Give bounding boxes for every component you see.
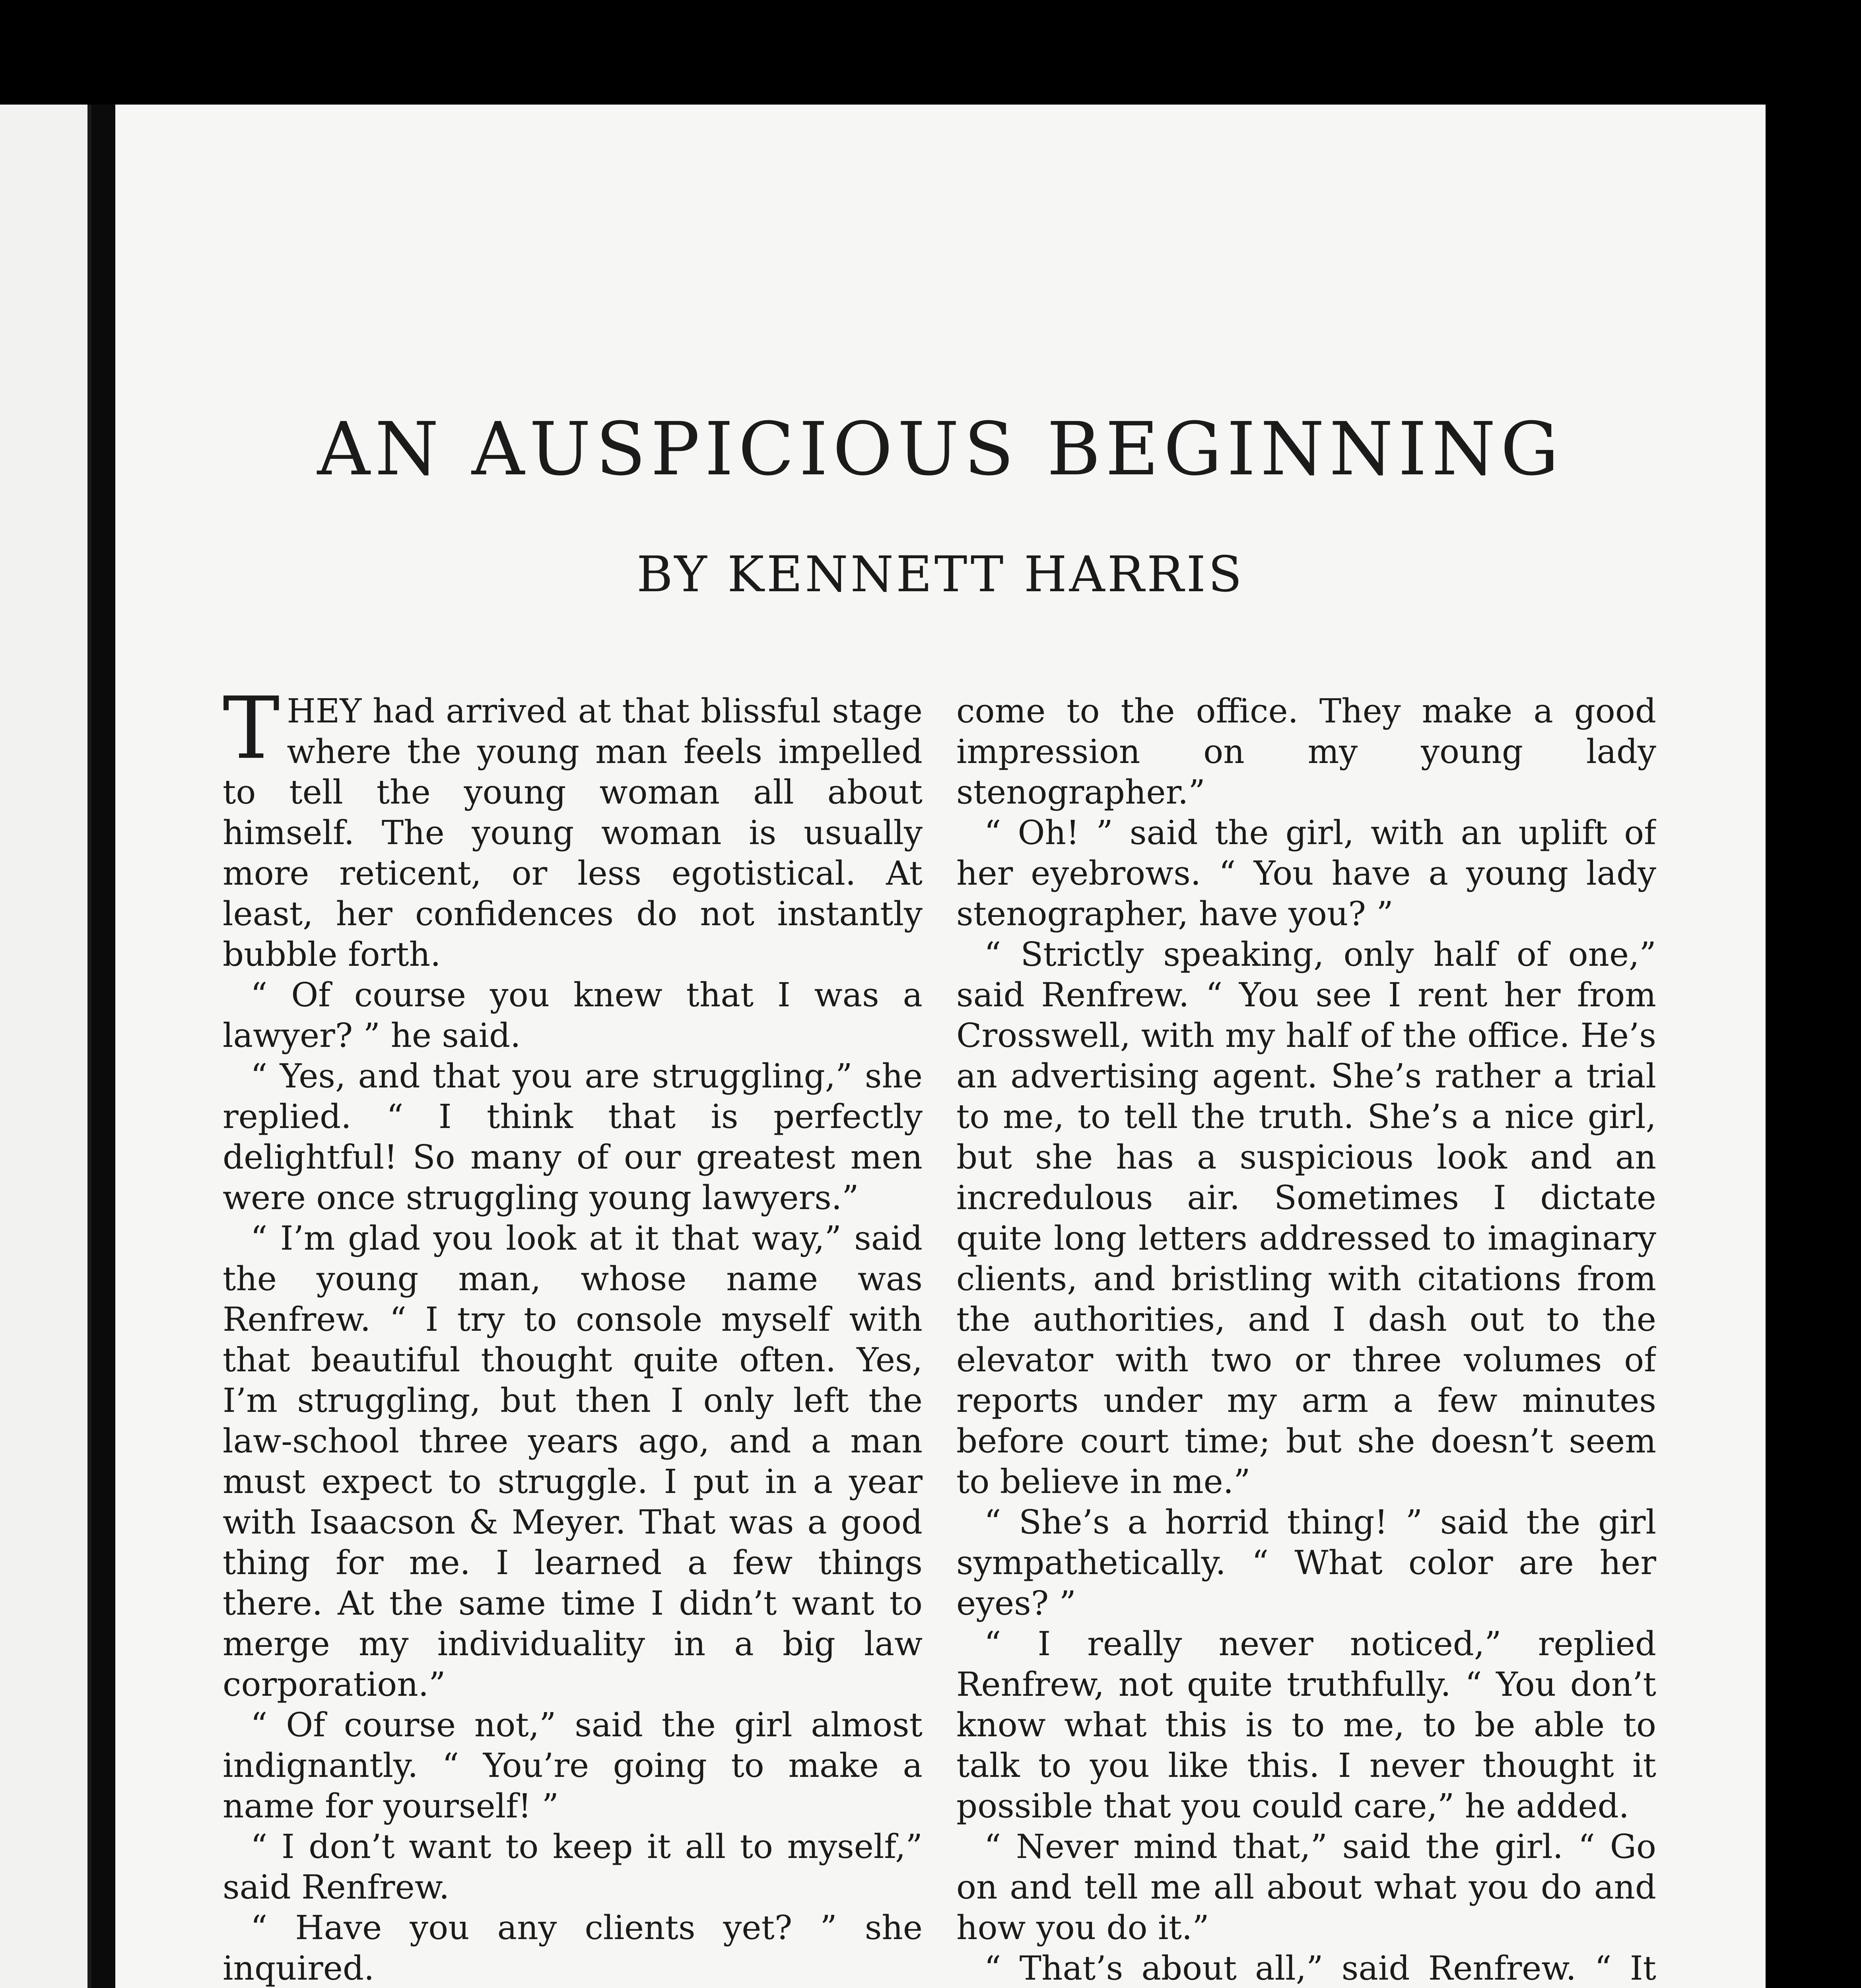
- magazine-page: [115, 105, 1766, 1988]
- article-byline: BY KENNETT HARRIS: [636, 546, 1245, 603]
- paragraph: “ I don’t want to keep it all to myself,” said Renfrew.: [223, 1827, 923, 1906]
- book-gutter: [91, 105, 115, 1988]
- paragraph: “ I really never noticed,” replied Renfrew, not quite truthfully. “ You don’t know what this is to me, to be able to talk to you like this. I never thought it possible that you could care,” he added.: [956, 1625, 1656, 1825]
- paragraph: “ I’m glad you look at it that way,” said the young man, whose name was Renfrew. “ I try to console myself with that beautiful thought quite often. Yes, I’m struggling, but then I only left the law-school three years ago, and a man must expect to struggle. I put in a year with Isaacson & Meyer. That was a good thing for me. I learned a few things there. At the same time I didn’t want to merge my individuality in a big law corporation.”: [223, 1219, 923, 1704]
- paragraph: come to the office. They make a good impression on my young lady stenographer.”: [956, 692, 1656, 812]
- text-column-right: [956, 691, 1656, 1988]
- paragraph: [223, 691, 923, 975]
- paragraph: “ Oh! ” said the girl, with an uplift of her eyebrows. “ You have a young lady stenographer, have you? ”: [956, 813, 1656, 933]
- text-column-left: [223, 691, 923, 1988]
- paragraph: “ Of course not,” said the girl almost indignantly. “ You’re going to make a name for yourself! ”: [223, 1706, 923, 1825]
- paragraph: “ Strictly speaking, only half of one,” said Renfrew. “ You see I rent her from Crosswell, with my half of the office. He’s an advertising agent. She’s rather a trial to me, to tell the truth. She’s a nice girl, but she has a suspicious look and an incredulous air. Sometimes I dictate quite long letters addressed to imaginary clients, and bristling with citations from the authorities, and I dash out to the elevator with two or three volumes of reports under my arm a few minutes before court time; but she doesn’t seem to believe in me.”: [956, 935, 1656, 1501]
- paragraph: “ Never mind that,” said the girl. “ Go on and tell me all about what you do and how you do it.”: [956, 1827, 1656, 1947]
- paragraph: “ That’s about all,” said Renfrew. “ It: [984, 1949, 1656, 1988]
- paragraph-text: HEY had arrived at that blissful stage where the young man feels impelled to tell the young woman all about himself. The young woman is usually more reticent, or less egotistical. At least, her confidences do not instantly bubble forth.: [223, 692, 923, 974]
- drop-cap: T: [223, 691, 280, 778]
- paragraph: “ She’s a horrid thing! ” said the girl sympathetically. “ What color are her eyes? ”: [956, 1503, 1656, 1623]
- paragraph: “ Yes, and that you are struggling,” she replied. “ I think that is perfectly delightful! So many of our greatest men were once struggling young lawyers.”: [223, 1057, 923, 1217]
- article-title: AN AUSPICIOUS BEGINNING: [317, 407, 1564, 492]
- paragraph: “ Have you any clients yet? ” she inquired.: [223, 1908, 923, 1988]
- facing-page-edge: [0, 105, 91, 1988]
- paragraph: “ Of course you knew that I was a lawyer? ” he said.: [223, 976, 923, 1055]
